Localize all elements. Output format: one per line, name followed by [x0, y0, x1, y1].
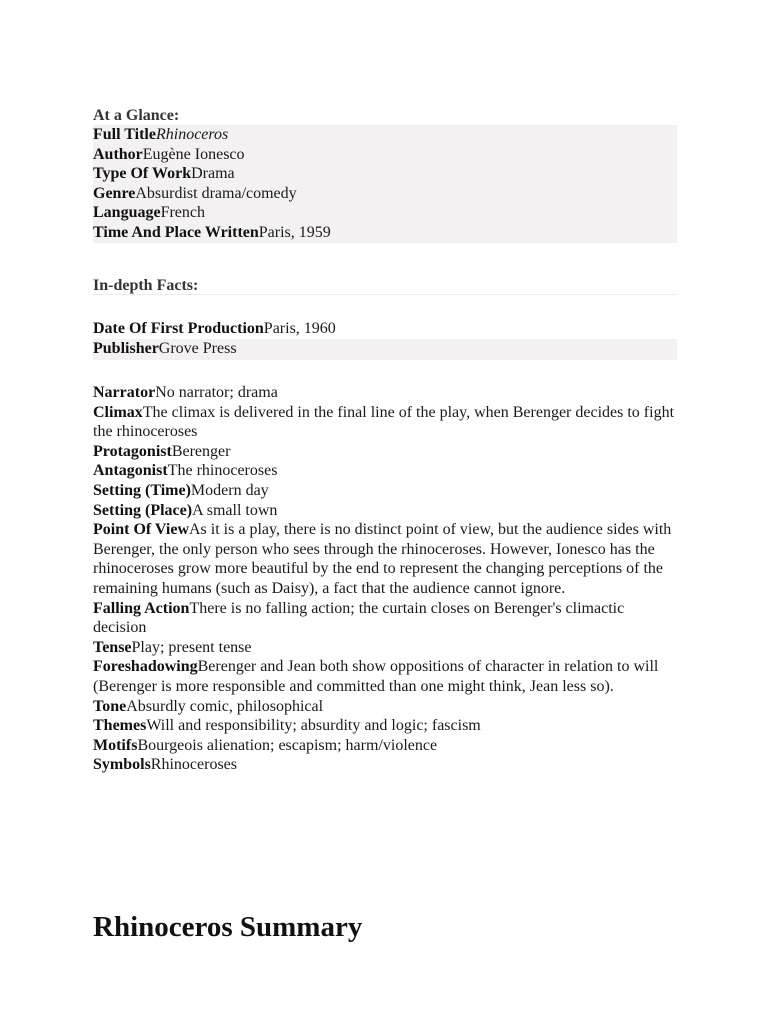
fact-value: Absurdist drama/comedy	[135, 184, 297, 202]
fact-value: Will and responsibility; absurdity and logic; fascism	[146, 717, 481, 735]
fact-value: Bourgeois alienation; escapism; harm/violence	[137, 736, 438, 754]
fact-label: Full Title	[93, 126, 156, 143]
fact-value: There is no falling action; the curtain closes on Berenger's climactic decision	[93, 599, 625, 637]
fact-value: Paris, 1959	[258, 223, 331, 241]
fact-label: Author	[93, 145, 143, 163]
fact-label: Motifs	[93, 736, 138, 754]
fact-label: Date Of First Production	[93, 320, 264, 337]
fact-label: Symbols	[93, 756, 151, 774]
fact-language	[93, 203, 677, 223]
details-list	[93, 383, 677, 775]
fact-label: Antagonist	[93, 462, 168, 480]
fact-label: Foreshadowing	[93, 658, 198, 676]
fact-value: As it is a play, there is no distinct point of view, but the audience sides with Berenger, the only person who sees through the rhinoceroses. However, Ionesco has the rhinoceroses grow more beautiful by the end to represent the changing perceptions of the remaining humans (such as Daisy), a fact that the audience cannot ignore.	[93, 521, 672, 597]
publisher-list	[93, 339, 677, 360]
fact-label: Publisher	[93, 340, 159, 357]
at-a-glance-list	[93, 125, 677, 243]
fact-value: French	[160, 204, 206, 222]
fact-label: Tone	[93, 697, 127, 715]
fact-label: Time And Place Written	[93, 223, 259, 241]
in-depth-heading: In-depth Facts:	[93, 277, 199, 294]
fact-antagonist	[93, 461, 677, 481]
fact-label: Protagonist	[93, 442, 172, 460]
fact-setting-place	[93, 501, 677, 521]
fact-author	[93, 145, 677, 165]
at-a-glance-heading: At a Glance:	[93, 107, 180, 124]
fact-tense	[93, 638, 677, 658]
fact-genre	[93, 184, 677, 204]
fact-foreshadowing	[93, 657, 677, 696]
fact-type-of-work	[93, 164, 677, 184]
summary-title: Rhinoceros Summary	[93, 911, 363, 944]
fact-label: Climax	[93, 403, 143, 421]
fact-value: Modern day	[190, 481, 269, 499]
fact-value: Paris, 1960	[263, 320, 336, 337]
fact-value: Drama	[191, 165, 235, 183]
fact-label: Themes	[93, 717, 147, 735]
production-list	[93, 319, 677, 339]
fact-value: Berenger and Jean both show oppositions of character in relation to will (Berenger is more responsible and committed than one might think, Jean less so).	[93, 658, 659, 695]
fact-value: No narrator; drama	[155, 384, 278, 401]
fact-label: Type Of Work	[93, 165, 192, 183]
fact-publisher	[93, 339, 677, 359]
fact-label: Setting (Place)	[93, 501, 193, 519]
fact-setting-time	[93, 481, 677, 501]
fact-value: Absurdly comic, philosophical	[126, 697, 324, 715]
fact-narrator	[93, 383, 677, 403]
fact-value: Berenger	[171, 442, 231, 460]
fact-motifs	[93, 736, 677, 756]
fact-value: Grove Press	[158, 340, 237, 357]
fact-label: Falling Action	[93, 599, 190, 617]
fact-value: Rhinoceroses	[150, 756, 237, 774]
fact-falling-action	[93, 599, 677, 638]
fact-value: Play; present tense	[131, 638, 252, 656]
fact-label: Language	[93, 204, 161, 222]
fact-point-of-view	[93, 520, 677, 598]
fact-value: Eugène Ionesco	[142, 145, 245, 163]
fact-label: Point Of View	[93, 521, 189, 539]
fact-value: The rhinoceroses	[167, 462, 278, 480]
fact-value: A small town	[192, 501, 278, 519]
fact-symbols	[93, 755, 677, 775]
fact-climax	[93, 403, 677, 442]
fact-label: Narrator	[93, 384, 156, 401]
fact-themes	[93, 716, 677, 736]
section-divider	[93, 294, 677, 295]
fact-date-of-first-production	[93, 319, 677, 339]
fact-full-title	[93, 125, 677, 145]
fact-label: Setting (Time)	[93, 481, 191, 499]
fact-value: The climax is delivered in the final line of the play, when Berenger decides to fight the rhinoceroses	[93, 403, 675, 441]
fact-protagonist	[93, 442, 677, 462]
fact-label: Tense	[93, 638, 132, 656]
fact-label: Genre	[93, 184, 136, 202]
fact-value: Rhinoceros	[155, 126, 229, 143]
fact-time-and-place-written	[93, 223, 677, 243]
fact-tone	[93, 697, 677, 717]
